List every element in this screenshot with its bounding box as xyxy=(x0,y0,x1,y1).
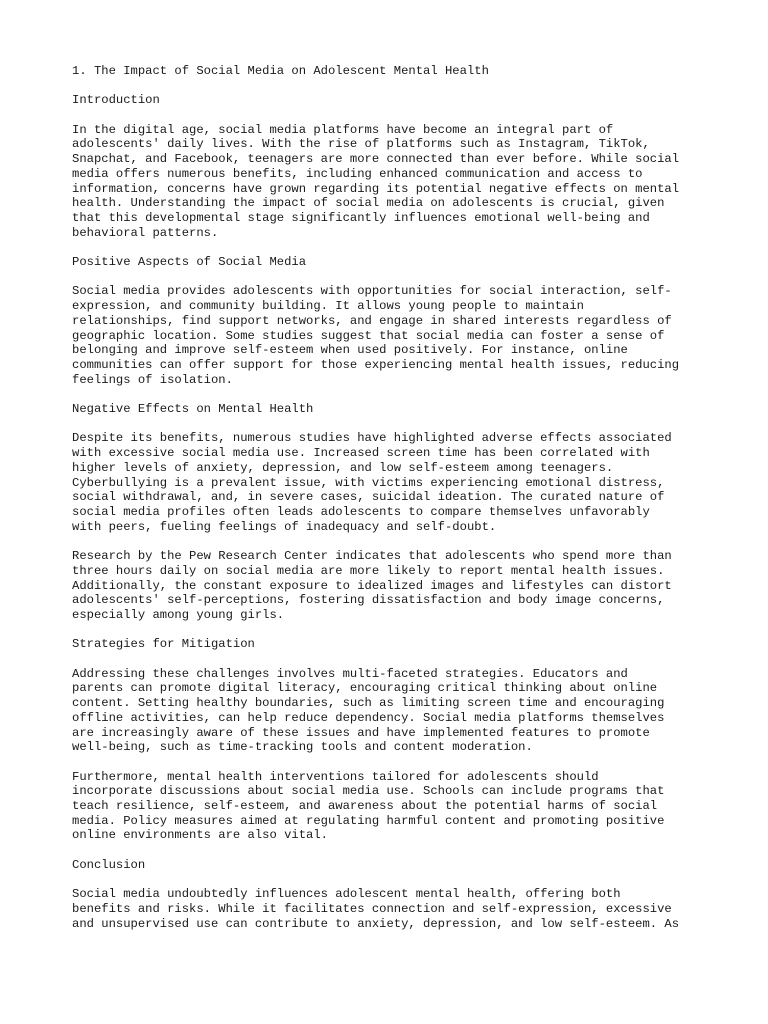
text-line: are increasingly aware of these issues and have implemented features to promote xyxy=(72,725,650,740)
text-line: three hours daily on social media are more likely to report mental health issues. xyxy=(72,563,665,578)
text-line: In the digital age, social media platforms have become an integral part of xyxy=(72,122,614,137)
text-line: Despite its benefits, numerous studies have highlighted adverse effects associated xyxy=(72,431,672,446)
paragraph xyxy=(72,549,712,623)
text-line: well-being, such as time-tracking tools and content moderation. xyxy=(72,740,533,755)
text-line: that this developmental stage significantly influences emotional well-being and xyxy=(72,211,650,225)
text-line: Additionally, the constant exposure to idealized images and lifestyles can distort xyxy=(72,578,672,593)
text-line: with excessive social media use. Increased screen time has been correlated with xyxy=(72,446,650,461)
text-line: adolescents' self-perceptions, fostering dissatisfaction and body image concerns, xyxy=(72,593,665,608)
text-line: communities can offer support for those experiencing mental health issues, reducing xyxy=(72,358,680,372)
section-heading-negative-effects: Negative Effects on Mental Health xyxy=(72,402,314,417)
section-heading-introduction: Introduction xyxy=(72,93,160,108)
text-line: incorporate discussions about social media use. Schools can include programs that xyxy=(72,784,665,799)
text-line: Snapchat, and Facebook, teenagers are more connected than ever before. While social xyxy=(72,152,680,167)
section-heading-strategies: Strategies for Mitigation xyxy=(72,637,255,652)
text-line: benefits and risks. While it facilitates connection and self-expression, excessive xyxy=(72,901,672,916)
text-line: content. Setting healthy boundaries, such as limiting screen time and encouraging xyxy=(72,696,665,711)
text-line: feelings of isolation. xyxy=(72,372,233,387)
text-line: Cyberbullying is a prevalent issue, with victims experiencing emotional distress, xyxy=(72,475,665,490)
text-line: offline activities, can help reduce dependency. Social media platforms themselves xyxy=(72,710,665,725)
text-line: geographic location. Some studies suggest that social media can foster a sense of xyxy=(72,328,665,343)
text-line: social withdrawal, and, in severe cases, suicidal ideation. The curated nature of xyxy=(72,490,665,505)
text-line: online environments are also vital. xyxy=(72,828,328,843)
text-line: media offers numerous benefits, including enhanced communication and access to xyxy=(72,166,643,181)
text-line: teach resilience, self-esteem, and awareness about the potential harms of social xyxy=(72,799,658,813)
text-line: Social media provides adolescents with opportunities for social interaction, self- xyxy=(72,284,672,299)
text-line: health. Understanding the impact of social media on adolescents is crucial, given xyxy=(72,196,665,211)
text-line: social media profiles often leads adolescents to compare themselves unfavorably xyxy=(72,505,650,519)
text-line: media. Policy measures aimed at regulating harmful content and promoting positive xyxy=(72,813,665,828)
text-line: higher levels of anxiety, depression, and low self-esteem among teenagers. xyxy=(72,460,614,475)
text-line: and unsupervised use can contribute to anxiety, depression, and low self-esteem. As xyxy=(72,916,680,931)
paragraph xyxy=(72,887,712,931)
document-title: 1. The Impact of Social Media on Adolescent Mental Health xyxy=(72,64,489,78)
text-line: adolescents' daily lives. With the rise of platforms such as Instagram, TikTok, xyxy=(72,137,650,152)
paragraph xyxy=(72,770,712,844)
text-line: relationships, find support networks, and engage in shared interests regardless of xyxy=(72,313,672,328)
paragraph xyxy=(72,284,712,387)
text-line: especially among young girls. xyxy=(72,607,285,622)
text-line: information, concerns have grown regarding its potential negative effects on mental xyxy=(72,181,680,196)
section-heading-positive-aspects: Positive Aspects of Social Media xyxy=(72,255,307,270)
text-line: expression, and community building. It allows young people to maintain xyxy=(72,299,584,314)
text-line: belonging and improve self-esteem when used positively. For instance, online xyxy=(72,343,628,358)
text-line: Social media undoubtedly influences adolescent mental health, offering both xyxy=(72,887,621,902)
paragraph xyxy=(72,667,712,755)
paragraph xyxy=(72,123,712,241)
paragraph xyxy=(72,431,712,534)
text-line: with peers, fueling feelings of inadequacy and self-doubt. xyxy=(72,519,497,534)
text-line: behavioral patterns. xyxy=(72,225,219,240)
section-heading-conclusion: Conclusion xyxy=(72,857,146,872)
document-page xyxy=(72,64,712,946)
text-line: Addressing these challenges involves multi-faceted strategies. Educators and xyxy=(72,666,628,681)
text-line: Furthermore, mental health interventions tailored for adolescents should xyxy=(72,769,599,784)
text-line: parents can promote digital literacy, encouraging critical thinking about online xyxy=(72,681,658,696)
text-line: Research by the Pew Research Center indicates that adolescents who spend more than xyxy=(72,549,672,564)
